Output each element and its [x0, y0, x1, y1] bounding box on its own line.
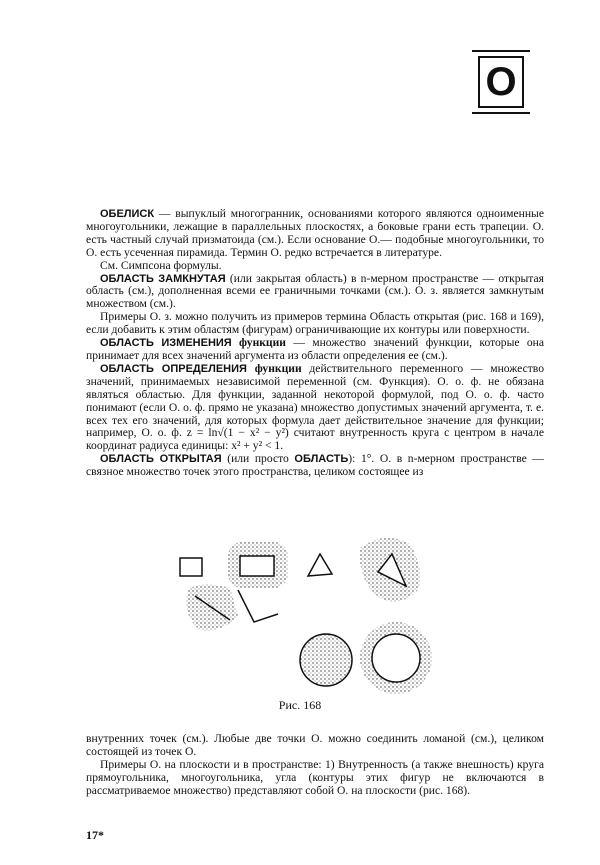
section-letter-box: [478, 56, 524, 108]
rectangle-in-shaded-area: [240, 556, 274, 576]
section-letter: О: [485, 60, 517, 104]
entry-closed-region: [86, 273, 544, 312]
white-circle-in-shaded-area: [372, 634, 420, 682]
entry-closed-region-text: (или закрытая область) в n-мерном пространстве — открытая область (см.), дополненная всеми ее граничными точками (см.). О. з. является замкнутым множеством (см.).: [86, 271, 544, 311]
continuation-text: [86, 733, 544, 798]
open-region-text-after: ): 1°. О. в n-мерном пространстве — связное множество точек этого пространства, целиком состоящее из: [86, 452, 544, 479]
term-range: ОБЛАСТЬ ИЗМЕНЕНИЯ: [100, 337, 232, 350]
term-range-suffix: функции: [239, 336, 286, 350]
entry-range: [86, 337, 544, 363]
continuation-paragraph-1: внутренних точек (см.). Любые две точки О. можно соединить ломаной (см.), целиком состоящей из точек О.: [86, 732, 544, 758]
entry-obelisk: [86, 208, 544, 260]
entry-domain: [86, 363, 544, 453]
closed-region-examples-text: Примеры О. з. можно получить из примеров термина Область открытая (рис. 168 и 169), если добавить к этим областям (фигурам) ограничивающие их контуры или поверхности.: [86, 310, 544, 337]
entry-range-text: — множество значений функции, которые она принимает для всех значений аргумента из области определения ее (см.).: [86, 336, 545, 362]
article-text: [86, 208, 544, 479]
term-obelisk: ОБЕЛИСК: [100, 208, 155, 220]
entry-open-region: [86, 453, 544, 479]
term-domain-suffix: функции: [254, 361, 302, 375]
see-also-text: См. Симпсона формулы.: [100, 258, 222, 272]
term-region: ОБЛАСТЬ: [294, 453, 349, 466]
open-region-text-before: (или просто: [221, 452, 295, 466]
triangle-outline: [308, 554, 332, 576]
page-number: 17*: [86, 828, 104, 842]
continuation-paragraph-2: Примеры О. на плоскости и в пространстве: 1) Внутренность (а также внешность) круга прямоугольника, многоугольника, угла (контуры этих фигур не включаются в рассматриваемое множество) представляют собой О. на плоскости (рис. 168).: [86, 757, 544, 797]
angle-outline-right: [238, 590, 278, 622]
entry-closed-region-examples: [86, 311, 544, 337]
term-closed-region: ОБЛАСТЬ ЗАМКНУТАЯ: [100, 272, 226, 285]
entry-obelisk-text: — выпуклый многогранник, основаниями которого являются одноименные многоугольники, лежащие в параллельных плоскостях, а боковые грани есть трапеции. О. есть частный случай призматоида (см.). Если основание О.— подобные многоугольники, то О. есть усеченная пирамида. Термин О. редко встречается в литературе.: [86, 207, 544, 259]
term-open-region: ОБЛАСТЬ ОТКРЫТАЯ: [100, 453, 222, 466]
figure-caption: Рис. 168: [278, 698, 322, 712]
rectangle-outline: [180, 558, 202, 576]
figure-168: [160, 530, 460, 695]
term-domain: ОБЛАСТЬ ОПРЕДЕЛЕНИЯ: [100, 362, 247, 375]
entry-domain-text: действительного переменного — множество значений, принимаемых независимой переменной (см. Функция). О. о. ф. не обязана являться областью. Для функции, заданной некоторой формулой, под О. о. ф. часто понимают (если О. о. ф. прямо не указана) множество допустимых значений аргумента, т. е. всех тех его значений, для которых формула дает действительное значение для функции; например, О. о. ф. z = ln√(1 − x² − y²) считают внутренность круга с центром в начале координат радиуса единицы: x² + y² < 1.: [86, 361, 544, 453]
